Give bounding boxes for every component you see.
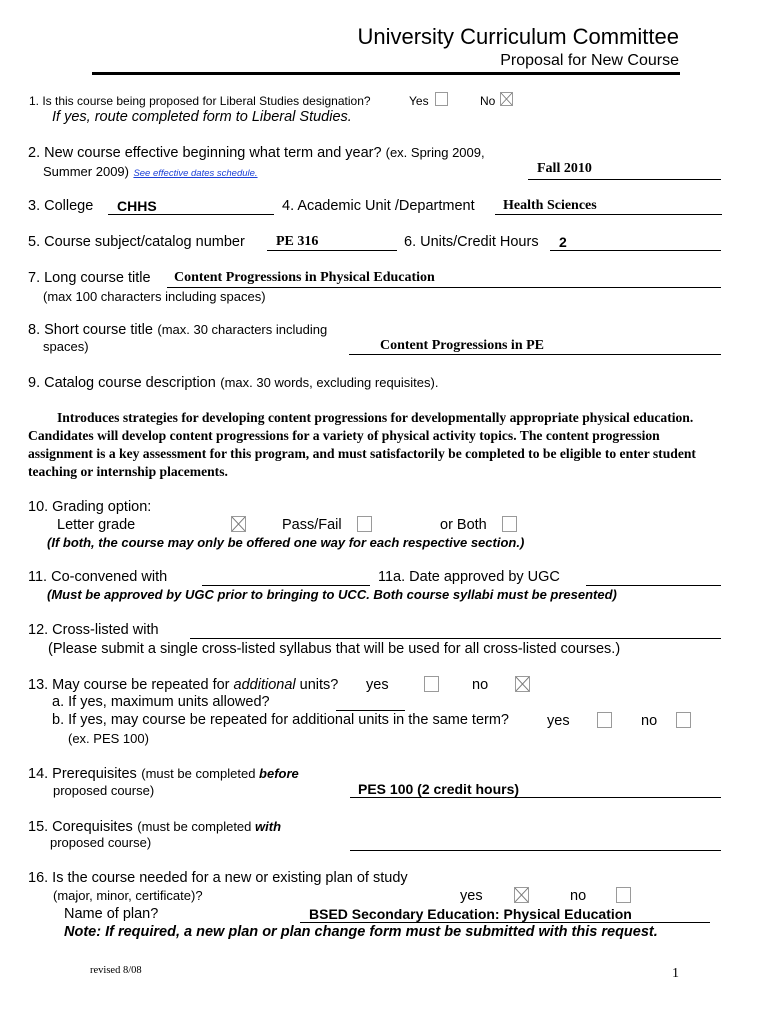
q15-note: proposed course)	[50, 835, 152, 850]
q14-value[interactable]: PES 100 (2 credit hours)	[358, 781, 520, 797]
q10-letter-checkbox[interactable]	[231, 516, 246, 532]
q16-yes-label: yes	[460, 888, 483, 904]
q8-label: 8. Short course title (max. 30 characters including	[28, 322, 328, 338]
q16-sub: (major, minor, certificate)?	[53, 888, 203, 903]
q10-passfail-checkbox[interactable]	[357, 516, 372, 532]
q1-yes-label: Yes	[409, 94, 429, 108]
page-subtitle: Proposal for New Course	[500, 52, 679, 69]
q1-no-label: No	[480, 94, 496, 108]
q13-yes-checkbox[interactable]	[424, 676, 439, 692]
q5-value[interactable]: PE 316	[276, 234, 319, 249]
q10-note: (If both, the course may only be offered one way for each respective section.)	[47, 535, 525, 550]
q14-label: 14. Prerequisites (must be completed before	[28, 766, 299, 782]
q8-value[interactable]: Content Progressions in PE	[380, 338, 544, 353]
q14-note: proposed course)	[53, 783, 155, 798]
q13-no-checkbox[interactable]	[515, 676, 530, 692]
q1-yes-checkbox[interactable]	[435, 92, 448, 106]
q3-value[interactable]: CHHS	[117, 198, 157, 214]
q8-field-line	[349, 354, 721, 355]
q6-label: 6. Units/Credit Hours	[404, 234, 539, 250]
q8-note: spaces)	[43, 339, 89, 354]
q16-plan-field-line	[300, 922, 710, 923]
q2-value[interactable]: Fall 2010	[537, 161, 592, 176]
x-mark-icon	[232, 517, 245, 531]
q11-label: 11. Co-convened with	[28, 569, 168, 585]
q13b-yes-label: yes	[547, 713, 570, 729]
q14-field-line	[350, 797, 721, 798]
q7-label: 7. Long course title	[28, 270, 151, 286]
q5-label: 5. Course subject/catalog number	[28, 234, 245, 250]
q2-label: 2. New course effective beginning what term and year? (ex. Spring 2009,	[28, 145, 485, 161]
q13b-example: (ex. PES 100)	[68, 731, 149, 746]
q16-plan-label: Name of plan?	[64, 906, 159, 922]
q3-label: 3. College	[28, 198, 94, 214]
q16-note: Note: If required, a new plan or plan change form must be submitted with this request.	[64, 924, 658, 940]
q13b-no-label: no	[641, 713, 658, 729]
revision-note: revised 8/08	[90, 965, 142, 976]
q5-field-line	[267, 250, 397, 251]
q4-label: 4. Academic Unit /Department	[282, 198, 475, 214]
q15-label: 15. Corequisites (must be completed with	[28, 819, 282, 835]
x-mark-icon	[515, 888, 528, 902]
q2-example: Summer 2009) See effective dates schedule.	[43, 164, 258, 179]
header-rule	[92, 72, 680, 75]
q7-field-line	[167, 287, 721, 288]
q13-yes-label: yes	[366, 677, 389, 693]
q13a-field-line	[336, 710, 405, 711]
course-description[interactable]: Introduces strategies for developing content progressions for developmentally appropriate physical education. Candidates will develop content progressions for a variety of physical activity topics. The content progression assignment is a key assessment for this program, and must satisfactorily be completed to be eligible to enter student teaching or internship placements.	[28, 410, 696, 479]
q4-value[interactable]: Health Sciences	[503, 198, 597, 213]
page-title: University Curriculum Committee	[357, 24, 679, 49]
x-mark-icon	[516, 677, 529, 691]
q16-label: 16. Is the course needed for a new or existing plan of study	[28, 870, 408, 886]
q16-plan-value[interactable]: BSED Secondary Education: Physical Education	[309, 906, 632, 922]
q11a-label: 11a. Date approved by UGC	[378, 569, 560, 585]
q11a-field-line	[586, 585, 721, 586]
q13b-label: b. If yes, may course be repeated for additional units in the same term?	[52, 712, 509, 728]
q6-field-line	[550, 250, 721, 251]
q11-note: (Must be approved by UGC prior to bringing to UCC. Both course syllabi must be presented)	[47, 587, 617, 602]
q16-yes-checkbox[interactable]	[514, 887, 529, 903]
effective-dates-link[interactable]: See effective dates schedule.	[133, 168, 258, 179]
q12-label: 12. Cross-listed with	[28, 622, 159, 638]
q3-field-line	[108, 214, 274, 215]
page-number: 1	[672, 966, 679, 981]
q10-letter-label: Letter grade	[57, 517, 136, 533]
q15-field-line	[350, 850, 721, 851]
q13b-no-checkbox[interactable]	[676, 712, 691, 728]
q6-value[interactable]: 2	[559, 234, 567, 250]
q9-label: 9. Catalog course description (max. 30 words, excluding requisites).	[28, 375, 439, 391]
q13a-label: a. If yes, maximum units allowed?	[52, 694, 270, 710]
q2-field-line	[528, 179, 721, 180]
q7-note: (max 100 characters including spaces)	[43, 289, 266, 304]
q1-label: 1. Is this course being proposed for Liberal Studies designation?	[29, 94, 371, 108]
q13-label: 13. May course be repeated for additional units?	[28, 677, 339, 693]
x-mark-icon	[501, 93, 512, 105]
q12-field-line	[190, 638, 721, 639]
q10-both-label: or Both	[440, 517, 487, 533]
q10-label: 10. Grading option:	[28, 499, 152, 515]
q1-note: If yes, route completed form to Liberal Studies.	[52, 109, 352, 125]
q16-no-label: no	[570, 888, 587, 904]
q4-field-line	[495, 214, 722, 215]
q13-no-label: no	[472, 677, 489, 693]
q10-both-checkbox[interactable]	[502, 516, 517, 532]
q16-no-checkbox[interactable]	[616, 887, 631, 903]
q11-field-line	[202, 585, 370, 586]
q12-note: (Please submit a single cross-listed syllabus that will be used for all cross-listed courses.)	[48, 641, 621, 657]
q13b-yes-checkbox[interactable]	[597, 712, 612, 728]
q7-value[interactable]: Content Progressions in Physical Education	[174, 270, 435, 285]
q10-passfail-label: Pass/Fail	[282, 517, 342, 533]
q1-no-checkbox[interactable]	[500, 92, 513, 106]
